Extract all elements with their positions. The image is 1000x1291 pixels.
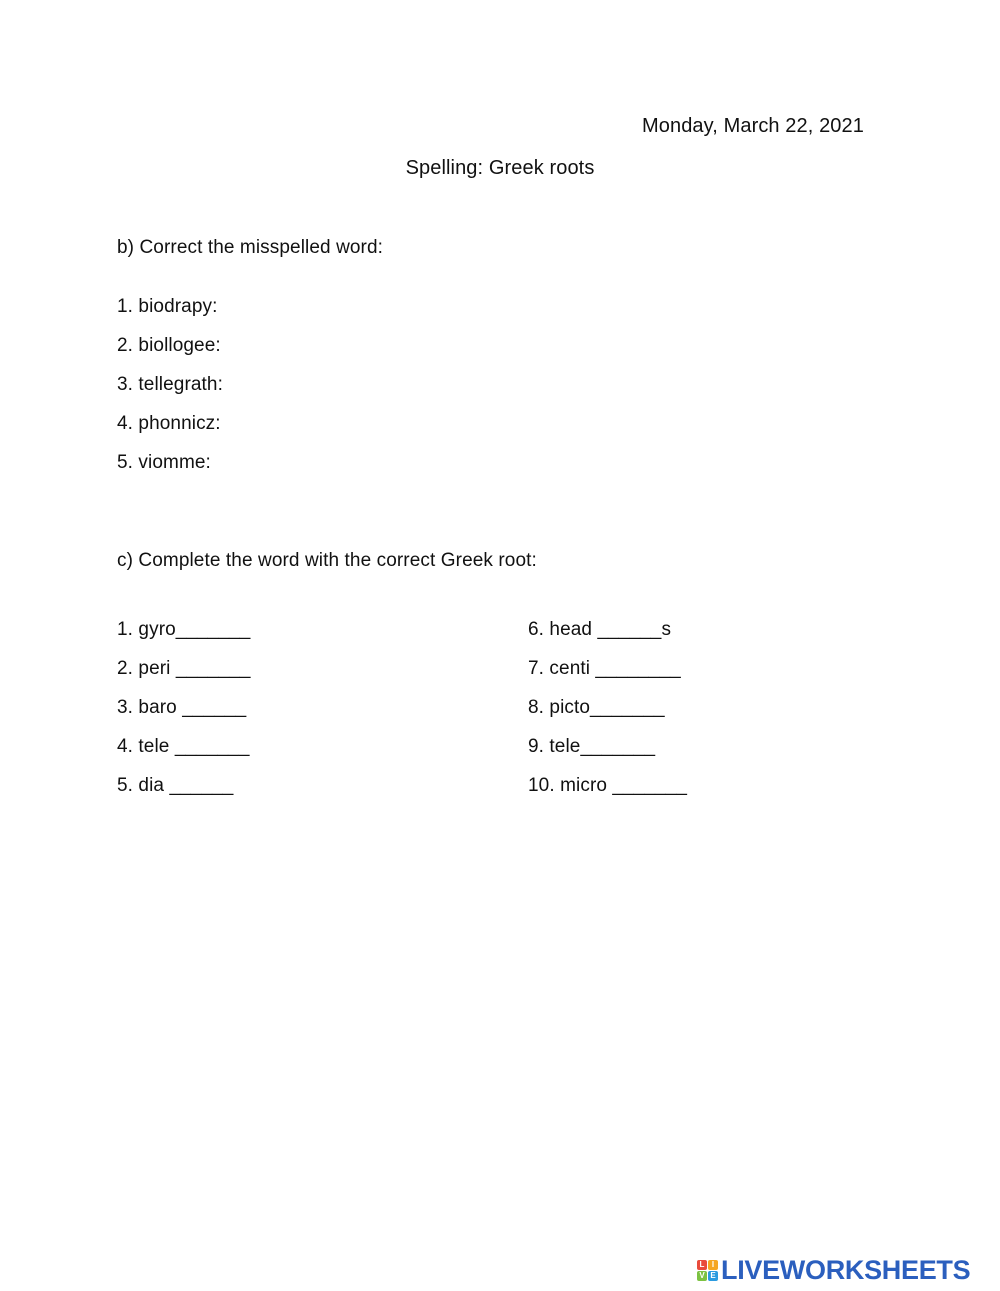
root-completion-item: 6. head ______s: [528, 619, 672, 640]
section-c-heading: c) Complete the word with the correct Greek root:: [117, 550, 537, 571]
logo-block: I: [708, 1260, 718, 1270]
logo-wordmark: LIVEWORKSHEETS: [721, 1255, 971, 1285]
logo-block: E: [708, 1271, 718, 1281]
worksheet-date: Monday, March 22, 2021: [642, 115, 864, 137]
misspelled-word-item: 2. biollogee:: [117, 335, 221, 356]
liveworksheets-logo: [697, 1255, 970, 1285]
root-completion-item: 3. baro ______: [117, 697, 247, 718]
root-completion-item: 5. dia ______: [117, 775, 234, 796]
logo-block: V: [697, 1271, 707, 1281]
root-completion-item: 8. picto_______: [528, 697, 665, 718]
misspelled-word-item: 4. phonnicz:: [117, 413, 221, 434]
logo-block: L: [697, 1260, 707, 1270]
root-completion-item: 7. centi ________: [528, 658, 681, 679]
misspelled-word-item: 3. tellegrath:: [117, 374, 223, 395]
liveworksheets-logo-icon: [697, 1260, 718, 1281]
root-completion-item: 4. tele _______: [117, 736, 250, 757]
worksheet-title: Spelling: Greek roots: [405, 157, 595, 179]
root-completion-item: 2. peri _______: [117, 658, 251, 679]
root-completion-item: 10. micro _______: [528, 775, 688, 796]
misspelled-word-item: 1. biodrapy:: [117, 296, 218, 317]
root-completion-item: 9. tele_______: [528, 736, 656, 757]
misspelled-word-item: 5. viomme:: [117, 452, 211, 473]
root-completion-item: 1. gyro_______: [117, 619, 251, 640]
section-b-heading: b) Correct the misspelled word:: [117, 237, 384, 258]
